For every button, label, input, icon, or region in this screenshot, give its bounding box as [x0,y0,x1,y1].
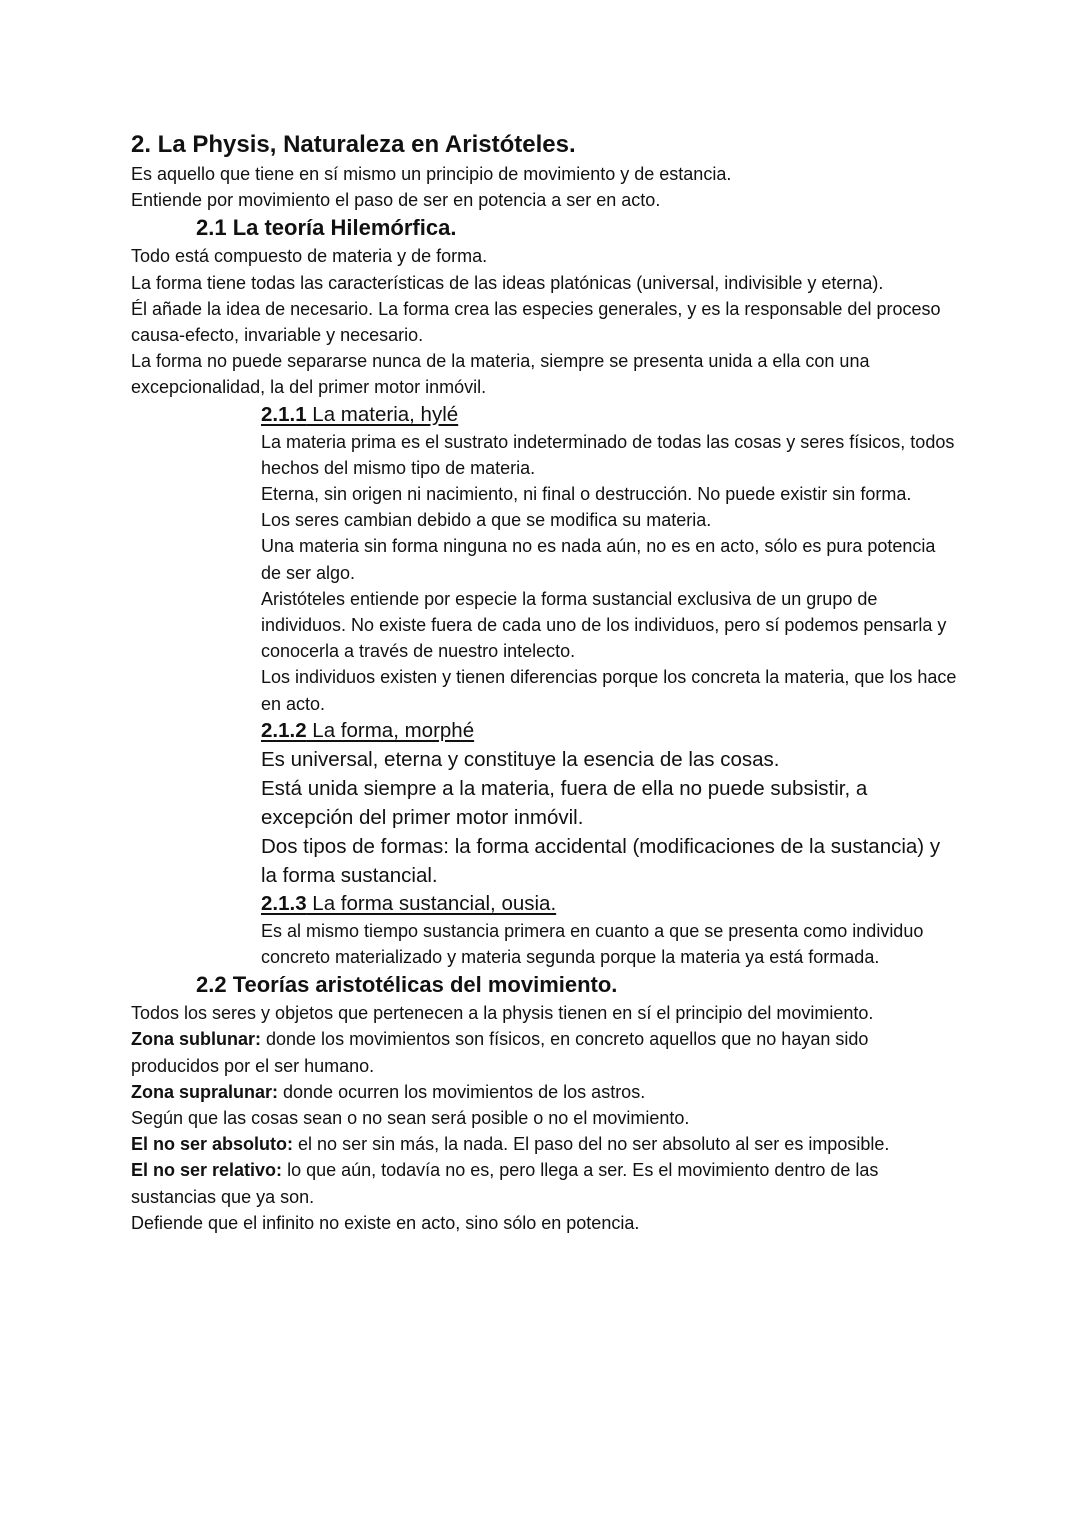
page-title: 2. La Physis, Naturaleza en Aristóteles. [131,131,576,158]
no-ser-relativo-para [131,1157,960,1209]
section-2-1-2-para-2: Está unida siempre a la materia, fuera de ella no puede subsistir, a excepción del primer motor inmóvil. [261,776,868,829]
section-2-1-para-1: Todo está compuesto de materia y de forma. [131,246,488,267]
no-ser-absoluto-para [131,1131,960,1157]
no-ser-absoluto-term: El no ser absoluto: [131,1134,294,1155]
section-2-1-2-title: La forma, morphé [306,718,475,742]
section-2-1-2-heading [261,717,960,745]
section-2-1-1-para-2: Eterna, sin origen ni nacimiento, ni final o destrucción. No puede existir sin forma. [261,484,912,505]
section-2-2-para-1: Todos los seres y objetos que pertenecen a la physis tienen en sí el principio del movimiento. [131,1003,874,1024]
intro-para-2: Entiende por movimiento el paso de ser en potencia a ser en acto. [131,190,661,211]
section-2-1-para-3: Él añade la idea de necesario. La forma crea las especies generales, y es la responsable del proceso causa-efecto, invariable y necesario. [131,298,941,346]
zona-sublunar-term: Zona sublunar: [131,1029,261,1050]
zona-supralunar-term: Zona supralunar: [131,1081,279,1102]
zona-sublunar-text: donde los movimientos son físicos, en concreto aquellos que no hayan sido producidos por el ser humano. [131,1029,869,1076]
section-2-1-1-title: La materia, hylé [306,402,459,426]
no-ser-absoluto-text: el no ser sin más, la nada. El paso del no ser absoluto al ser es imposible. [293,1134,890,1155]
section-2-1-para-2: La forma tiene todas las características de las ideas platónicas (universal, indivisible y eterna). [131,272,884,293]
intro-para-1: Es aquello que tiene en sí mismo un principio de movimiento y de estancia. [131,164,732,184]
zona-sublunar-para [131,1026,960,1078]
section-2-1-para-4: La forma no puede separarse nunca de la materia, siempre se presenta unida a ella con una excepcionalidad, la del primer motor inmóvil. [131,351,870,398]
section-2-1-1-para-3: Los seres cambian debido a que se modifica su materia. [261,510,712,531]
no-ser-relativo-term: El no ser relativo: [131,1160,283,1181]
section-2-1-1-heading [261,401,960,429]
section-2-1-2-para-1: Es universal, eterna y constituye la esencia de las cosas. [261,747,780,771]
section-2-1-3-para-1: Es al mismo tiempo sustancia primera en cuanto a que se presenta como individuo concreto materializado y materia segunda porque la materia ya está formada. [261,920,924,968]
section-2-1-1-para-4: Una materia sin forma ninguna no es nada aún, no es en acto, sólo es pura potencia de ser algo. [261,536,936,583]
section-2-1-3-title: La forma sustancial, ousia. [306,891,557,915]
section-2-1-1-para-5: Aristóteles entiende por especie la forma sustancial exclusiva de un grupo de individuos. No existe fuera de cada uno de los individuos, pero sí podemos pensarla y conocerla a través de nuestro intelecto. [261,588,947,662]
no-ser-relativo-text: lo que aún, todavía no es, pero llega a ser. Es el movimiento dentro de las sustancias que ya son. [131,1160,879,1207]
section-2-2-heading: 2.2 Teorías aristotélicas del movimiento. [196,972,618,998]
section-2-1-2-number: 2.1.2 [261,718,307,742]
section-2-1-3-number: 2.1.3 [261,891,307,915]
section-2-2-para-2: Según que las cosas sean o no sean será posible o no el movimiento. [131,1108,690,1129]
zona-supralunar-para [131,1079,960,1105]
section-2-1-heading: 2.1 La teoría Hilemórfica. [196,215,457,241]
section-2-1-3-heading [261,890,960,918]
section-2-1-1-number: 2.1.1 [261,402,307,426]
section-2-1-1-para-1: La materia prima es el sustrato indeterminado de todas las cosas y seres físicos, todos hechos del mismo tipo de materia. [261,431,955,478]
section-2-2-para-3: Defiende que el infinito no existe en acto, sino sólo en potencia. [131,1212,640,1233]
zona-supralunar-text: donde ocurren los movimientos de los astros. [278,1081,646,1102]
section-2-1-1-para-6: Los individuos existen y tienen diferencias porque los concreta la materia, que los hace en acto. [261,667,957,714]
section-2-1-2-para-3: Dos tipos de formas: la forma accidental (modificaciones de la sustancia) y la forma sustancial. [261,834,941,887]
